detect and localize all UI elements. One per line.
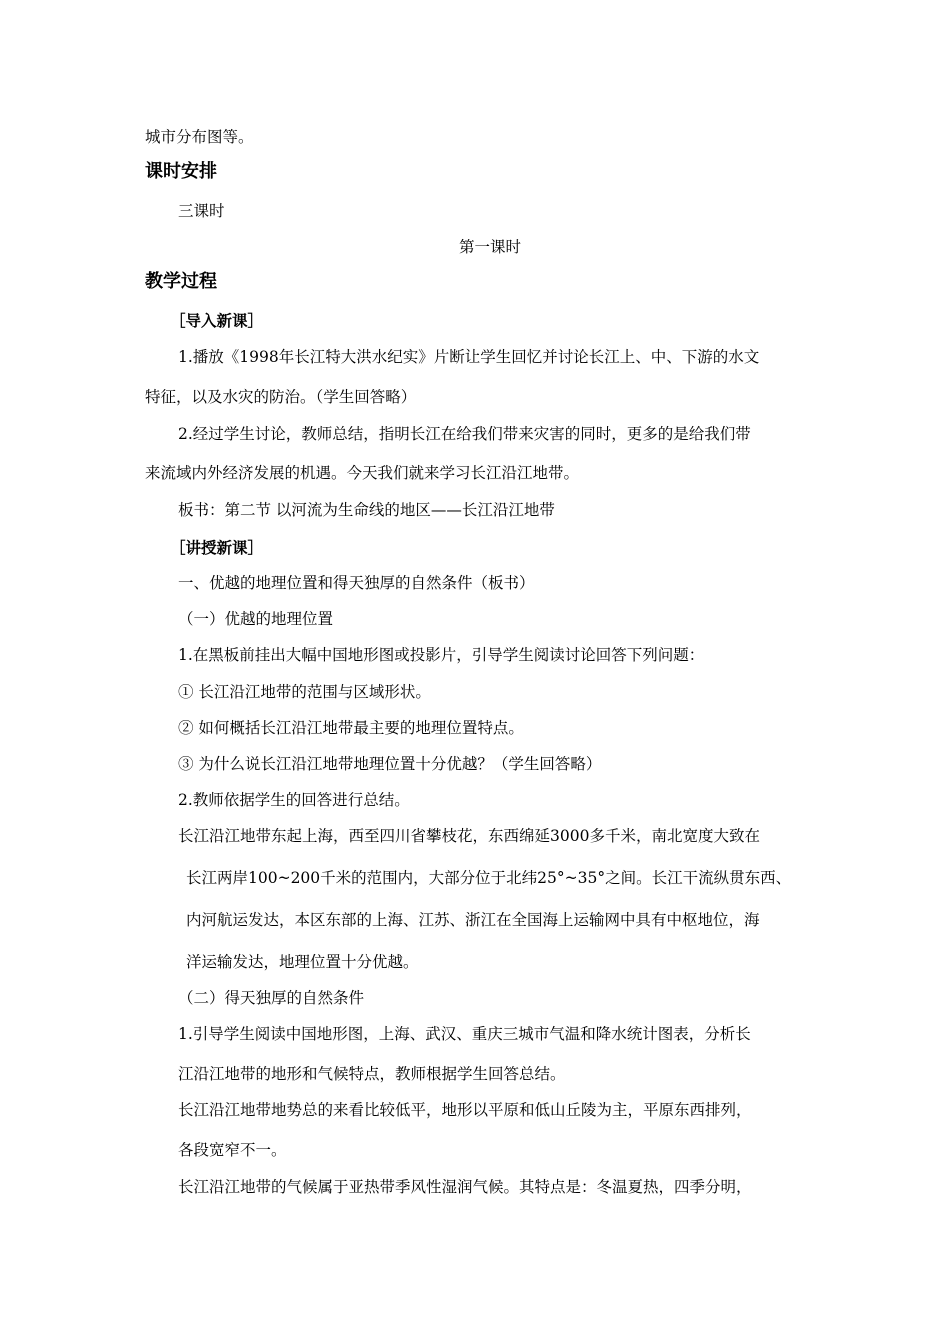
intro-paragraph-2-line-2: 来流域内外经济发展的机遇。今天我们就来学习长江沿江地带。	[145, 464, 580, 482]
question-3: ③ 为什么说长江沿江地带地理位置十分优越？（学生回答略）	[178, 755, 602, 773]
board-writing: 板书：第二节 以河流为生命线的地区——长江沿江地带	[178, 501, 555, 519]
schedule-count: 三课时	[178, 202, 225, 220]
step-3-line-2: 江沿江地带的地形和气候特点，教师根据学生回答总结。	[178, 1065, 566, 1083]
step-1-text: 1.在黑板前挂出大幅中国地形图或投影片，引导学生阅读讨论回答下列问题：	[178, 646, 705, 664]
summary-line-2: 长江两岸100~200千米的范围内，大部分位于北纬25°~35°之间。长江干流纵贯东西、	[186, 869, 792, 887]
summary-line-3: 内河航运发达，本区东部的上海、江苏、浙江在全国海上运输网中具有中枢地位，海	[186, 911, 760, 929]
intro-paragraph-1-line-2: 特征，以及水灾的防治。（学生回答略）	[145, 388, 417, 406]
step-3-line-1: 1.引导学生阅读中国地形图，上海、武汉、重庆三城市气温和降水统计图表，分析长	[178, 1025, 751, 1043]
intro-paragraph-2-line-1: 2.经过学生讨论，教师总结，指明长江在给我们带来灾害的同时，更多的是给我们带	[178, 425, 751, 443]
subsection-2-title: （二）得天独厚的自然条件	[178, 989, 365, 1007]
intro-label: ［导入新课］	[170, 311, 264, 330]
summary-line-4: 洋运输发达，地理位置十分优越。	[186, 953, 419, 971]
lesson-title: 第一课时	[459, 238, 522, 256]
intro-paragraph-1-line-1: 1.播放《1998年长江特大洪水纪实》片断让学生回忆并讨论长江上、中、下游的水文	[178, 348, 760, 366]
question-1: ① 长江沿江地带的范围与区域形状。	[178, 683, 431, 701]
terrain-line-1: 长江沿江地带地势总的来看比较低平，地形以平原和低山丘陵为主，平原东西排列，	[178, 1101, 752, 1119]
subsection-1-title: （一）优越的地理位置	[178, 610, 334, 628]
continuation-text: 城市分布图等。	[145, 128, 254, 146]
new-lesson-label: ［讲授新课］	[170, 538, 264, 557]
question-2: ② 如何概括长江沿江地带最主要的地理位置特点。	[178, 719, 524, 737]
climate-line-1: 长江沿江地带的气候属于亚热带季风性湿润气候。其特点是：冬温夏热，四季分明，	[178, 1178, 752, 1196]
terrain-line-2: 各段宽窄不一。	[178, 1141, 287, 1159]
section-1-title: 一、优越的地理位置和得天独厚的自然条件（板书）	[178, 574, 535, 592]
step-2-text: 2.教师依据学生的回答进行总结。	[178, 791, 410, 809]
summary-line-1: 长江沿江地带东起上海，西至四川省攀枝花，东西绵延3000多千米，南北宽度大致在	[178, 827, 760, 845]
schedule-heading: 课时安排	[145, 161, 217, 182]
process-heading: 教学过程	[145, 271, 217, 292]
